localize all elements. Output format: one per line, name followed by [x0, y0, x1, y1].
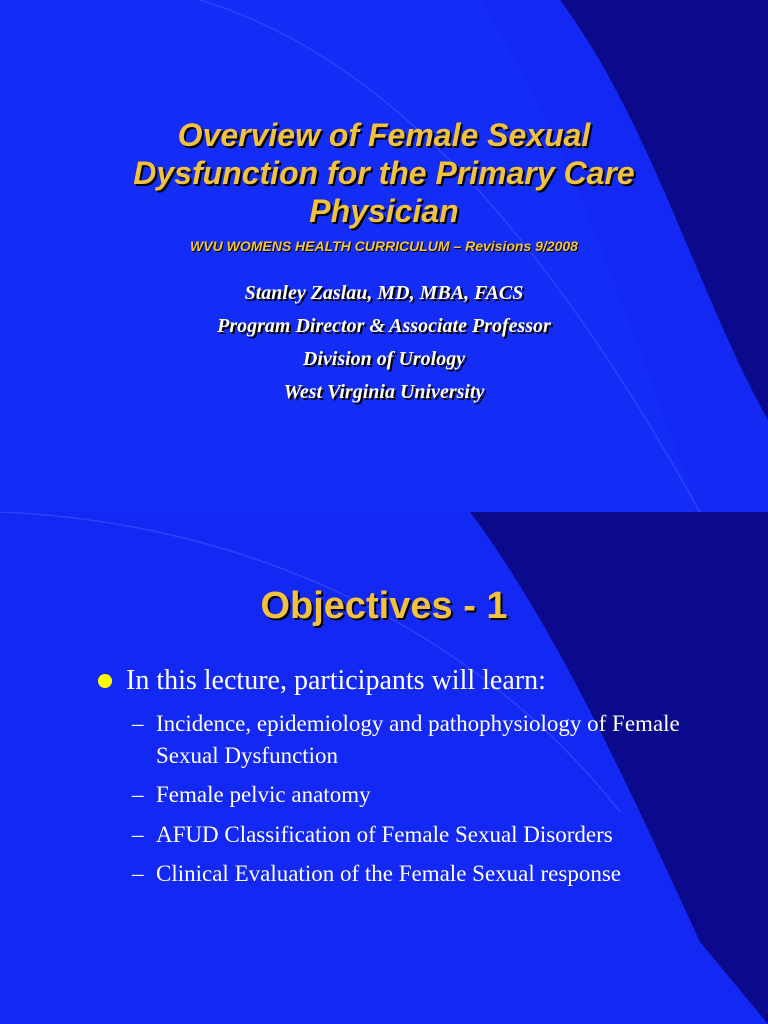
- list-item-text: Female pelvic anatomy: [156, 782, 371, 807]
- bullet-text: In this lecture, participants will learn:: [126, 665, 546, 696]
- author-info: [0, 277, 768, 409]
- title-line: Dysfunction for the Primary Care: [133, 155, 635, 191]
- dash-marker: –: [132, 821, 144, 847]
- list-item: [132, 708, 692, 771]
- author-institution: West Virginia University: [283, 381, 485, 403]
- curriculum-subtitle: WVU WOMENS HEALTH CURRICULUM – Revisions 9/2008: [190, 238, 578, 254]
- dash-marker: –: [132, 861, 144, 886]
- list-item: [132, 779, 692, 811]
- bullet-item: [98, 664, 546, 698]
- list-item: [132, 819, 692, 851]
- list-item-text: AFUD Classification of Female Sexual Disorders: [156, 821, 613, 847]
- list-item: [132, 858, 692, 890]
- title-line: Overview of Female Sexual: [177, 117, 591, 153]
- dash-marker: –: [132, 711, 144, 736]
- bullet-dot-icon: [98, 674, 112, 688]
- list-item-text: Incidence, epidemiology and pathophysiology of Female Sexual Dysfunction: [156, 711, 680, 768]
- list-item-text: Clinical Evaluation of the Female Sexual response: [156, 861, 621, 886]
- author-position: Program Director & Associate Professor: [217, 315, 551, 337]
- dash-marker: –: [132, 782, 144, 807]
- objectives-slide: [0, 512, 768, 1024]
- slide-title: [0, 116, 768, 230]
- title-line: Physician: [309, 193, 459, 229]
- objectives-list: [132, 708, 692, 898]
- author-name: Stanley Zaslau, MD, MBA, FACS: [244, 282, 524, 304]
- slide-title: Objectives - 1: [260, 585, 508, 627]
- author-division: Division of Urology: [302, 348, 466, 370]
